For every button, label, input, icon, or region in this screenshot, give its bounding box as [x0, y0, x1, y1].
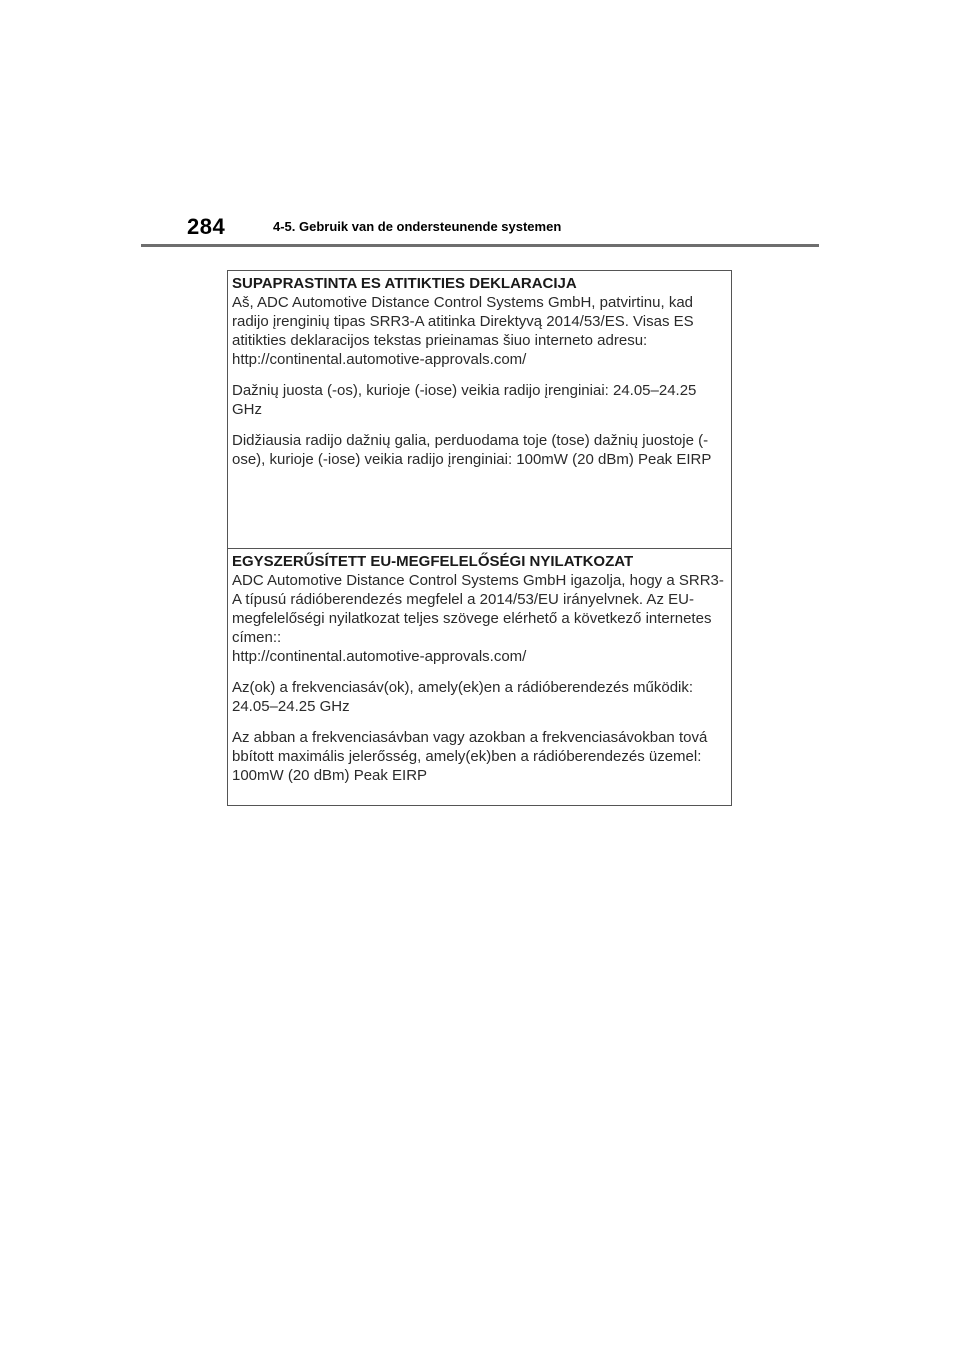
lithuanian-frequency-band: Dažnių juosta (-os), kurioje (-iose) veikia radijo įrenginiai: 24.05–24.25 GHz: [232, 382, 697, 418]
lithuanian-max-power: Didžiausia radijo dažnių galia, perduodama toje (tose) dažnių juostoje (-ose), kurioje (-iose) veikia radijo įrenginiai: 100mW (20 dBm) Peak EIRP: [232, 432, 712, 468]
page-header: [141, 208, 819, 248]
declaration-box: [227, 270, 732, 806]
lithuanian-url: http://continental.automotive-approvals.com/: [232, 351, 527, 368]
hungarian-frequency-band: Az(ok) a frekvenciasáv(ok), amely(ek)en a rádióberendezés működik: 24.05–24.25 GHz: [232, 679, 694, 715]
lithuanian-title: SUPAPRASTINTA ES ATITIKTIES DEKLARACIJA: [232, 275, 577, 292]
lithuanian-declaration: [228, 271, 731, 548]
hungarian-declaration: [228, 548, 731, 805]
hungarian-intro: ADC Automotive Distance Control Systems GmbH igazolja, hogy a SRR3-A típusú rádióberendezés megfelel a 2014/53/EU irányelvnek. Az EU-megfelelőségi nyilatkozat teljes szövege elérhető a következő internetes címen::: [232, 572, 724, 646]
header-divider: [141, 244, 819, 247]
lithuanian-intro: Aš, ADC Automotive Distance Control Systems GmbH, patvirtinu, kad radijo įrenginių tipas SRR3-A atitinka Direktyvą 2014/53/ES. Visas ES atitikties deklaracijos tekstas prieinamas šiuo interneto adresu:: [232, 294, 694, 349]
hungarian-max-power: Az abban a frekvenciasávban vagy azokban a frekvenciasávokban tová bbított maximális jelerősség, amely(ek)ben a rádióberendezés üzemel: 100mW (20 dBm) Peak EIRP: [232, 729, 708, 784]
hungarian-title: EGYSZERŰSÍTETT EU-MEGFELELŐSÉGI NYILATKOZAT: [232, 553, 634, 570]
section-title: 4-5. Gebruik van de ondersteunende systemen: [273, 219, 562, 234]
page-number: 284: [187, 214, 226, 239]
hungarian-url: http://continental.automotive-approvals.com/: [232, 648, 527, 665]
